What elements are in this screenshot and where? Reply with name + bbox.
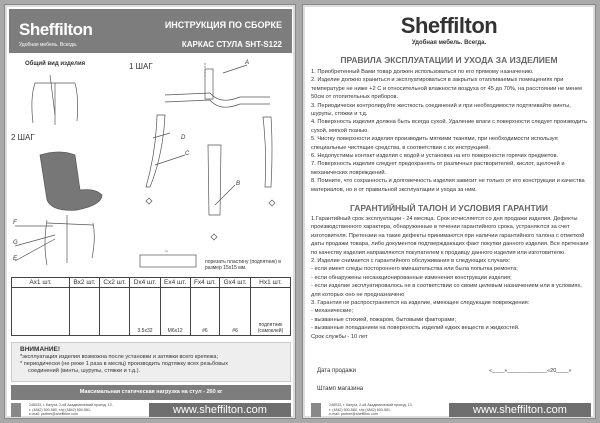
rule-item: 2. Изделие должно храниться и эксплуатироваться в закрытых отапливаемых помещениях при температуре не ниже +2 С и относительной влажности воздуха от 45 до 70%, на расстоянии не менее 50см от отопительных приборов.: [311, 77, 583, 101]
address-line: т. (4842) 500-580, т/ф (4842) 500-581,: [29, 407, 91, 412]
address-line: т. (4842) 500-580, т/ф (4842) 500-581,: [329, 407, 391, 412]
part-b-cell: [70, 288, 100, 336]
max-load-bar: Максимальная статическая нагрузка на стул - 260 кг: [11, 385, 291, 400]
callout-e: E: [13, 256, 18, 262]
part-a-header: Ax1 шт.: [12, 278, 70, 288]
rule-item: 4. Поверхность изделия должна быть всегда сухой. Удаление влаги с поверхности следует производить сухой, мягкой тканью.: [311, 119, 588, 134]
warranty-item: - вызванные попаданием на поверхность изделий едких веществ и жидкостей.: [311, 325, 520, 332]
part-f-header: Fx4 шт.: [190, 278, 220, 288]
dim-m: m: [165, 249, 168, 253]
warning-line: * периодически (не реже 1 раза в месяц) производить подтяжку всех резьбовых: [20, 361, 229, 367]
part-g-header: Gx4 шт.: [220, 278, 251, 288]
rules-title: ПРАВИЛА ЭКСПЛУАТАЦИИ И УХОДА ЗА ИЗДЕЛИЕМ: [340, 55, 558, 65]
address-line: 248033, г. Калуга, 2-ой Академический проезд, 13,: [329, 403, 413, 407]
part-e-header: Ex4 шт.: [160, 278, 190, 288]
warranty-item: - вызванные стихией, пожаром, бытовыми факторами;: [311, 316, 457, 323]
warning-line: *эксплуатация изделия возможна после установки и затяжки всего крепежа;: [20, 354, 219, 360]
warranty-item: - механические;: [311, 308, 354, 315]
footer-address: [29, 403, 113, 417]
brand-tagline: Удобная мебель. Всегда.: [19, 42, 78, 48]
step2-chair-drawing: [15, 152, 102, 265]
step-1-label: 1 ШАГ: [129, 62, 153, 71]
sale-date-field: «____»_____________«20____»: [489, 368, 572, 374]
website-link[interactable]: www.sheffilton.com: [149, 403, 291, 417]
rule-item: 7. Поверхность изделия следует предохранять от различных растворителей, кислот, щелочей и механических повреждений.: [311, 161, 565, 176]
part-d-header: Dx4 шт.: [130, 278, 160, 288]
footer-square: [311, 403, 321, 417]
part-h-cell: подпятник (самоклей): [251, 288, 291, 336]
rule-item: 1. Приобретенный Вами товар должен использоваться по его прямому назначению.: [311, 69, 534, 75]
warranty-item: - если имеет следы постороннего вмешательства или была попытка ремонта;: [311, 266, 518, 273]
callout-d: D: [181, 135, 186, 141]
warranty-item: 1.Гарантийный срок эксплуатации - 24 месяца. Срок исчисляется со дня продажи изделия. Дефекты производственного характера, обнаруженные в течении гарантийного срока, устраняются за счет изготовителя. Претензии на такие дефекты принимаются при наличии гарантийного талона с отметкой даты продажи товара, либо документов подтверждающих факт покупки данного изделия. Все претензии по качеству изделия направляются покупателем к продавцу данного изделия или изготовителю.: [311, 216, 589, 256]
callout-c: C: [185, 151, 190, 157]
footer-address: [329, 403, 413, 417]
part-e-cell: M6x12: [160, 288, 190, 336]
stamp-label: Штамп магазина: [317, 386, 364, 392]
warranty-item: Срок службы - 10 лет: [311, 333, 368, 340]
part-h-header: Hx1 шт.: [251, 278, 291, 288]
rule-item: 6. Недопустимы контакт изделия с водой и установка на его поверхности горячих предметов.: [311, 153, 559, 160]
warning-title: ВНИМАНИЕ!: [20, 346, 61, 353]
warranty-title: ГАРАНТИЙНЫЙ ТАЛОН И УСЛОВИЯ ГАРАНТИИ: [350, 203, 548, 213]
brand-logo: Sheffilton: [19, 20, 93, 39]
overview-label: Общий вид изделия: [25, 61, 86, 67]
address-line: 248033, г. Калуга, 2-ой Академический проезд, 13,: [29, 403, 113, 407]
page-subtitle: КАРКАС СТУЛА SHT-S122: [181, 40, 282, 49]
rule-item: 8. Помните, что сохранность и долговечность изделия зависит не только от его конструкции и качества материалов, но и от правильной эксплуатации и ухода за ним.: [311, 178, 585, 193]
step-2-label: 2 ШАГ: [11, 133, 35, 142]
part-a-cell: [12, 288, 70, 336]
rule-item: 3. Периодически контролируйте жесткость соединений и при необходимости подтягивайте винты, шурупы, стяжки и т.д.: [311, 102, 571, 118]
part-b-header: Bx2 шт.: [70, 278, 100, 288]
part-f-cell: #6: [190, 288, 220, 336]
callout-f: F: [13, 220, 17, 226]
warranty-item: - если изделие эксплуатировалось не в соответствии со своим целевым назначением или в условиях, для которых оно не предназначено: [311, 283, 582, 298]
assembly-drawing: [5, 5, 297, 277]
warranty-terms: [311, 215, 591, 341]
parts-table: [11, 277, 291, 336]
sale-date-label: Дата продажи: [317, 368, 356, 374]
callout-b: B: [236, 181, 241, 187]
warning-box: [11, 342, 291, 382]
address-line: e-mail: partner@sheffilton.com: [29, 412, 78, 417]
part-c-header: Cx2 шт.: [99, 278, 129, 288]
address-line: e-mail: partner@sheffilton.com: [329, 412, 378, 417]
assembly-instruction-page: [4, 4, 296, 419]
brand-tagline: Удобная мебель. Всегда.: [411, 40, 487, 46]
rules-list: [311, 68, 591, 194]
callout-a: A: [245, 60, 250, 66]
part-c-cell: [99, 288, 129, 336]
callout-g: G: [13, 240, 18, 246]
website-link[interactable]: www.sheffilton.com: [449, 403, 591, 417]
part-g-cell: #6: [220, 288, 251, 336]
warranty-item: - если обнаружены несанкционированные изменения конструкции изделия;: [311, 274, 512, 281]
page-title: ИНСТРУКЦИЯ ПО СБОРКЕ: [164, 20, 282, 30]
brand-logo: Sheffilton: [400, 13, 498, 38]
warranty-item: 2. Изделие снимается с гарантийного обслуживания в следующих случаях:: [311, 258, 511, 265]
care-warranty-page: [302, 4, 596, 419]
warning-line: соединений (винты, шурупы, стяжки и т.д.).: [28, 368, 141, 374]
cut-note: порезать пластину (подпятник) в размер 15х15 мм.: [205, 259, 281, 271]
part-d-cell: 3.5x32: [130, 288, 160, 336]
step1-frame-drawing: [140, 63, 275, 267]
overview-frame-drawing: [32, 75, 78, 125]
warranty-item: 3. Гарантия не распространяется на изделие, имеющее следующие повреждения:: [311, 300, 530, 307]
footer-square: [11, 403, 21, 417]
rule-item: 5. Чистку поверхности изделия производить мягкими тканями, при необходимости используя специальные чистящие средства, в соответствии с их инструкцией.: [311, 136, 558, 151]
